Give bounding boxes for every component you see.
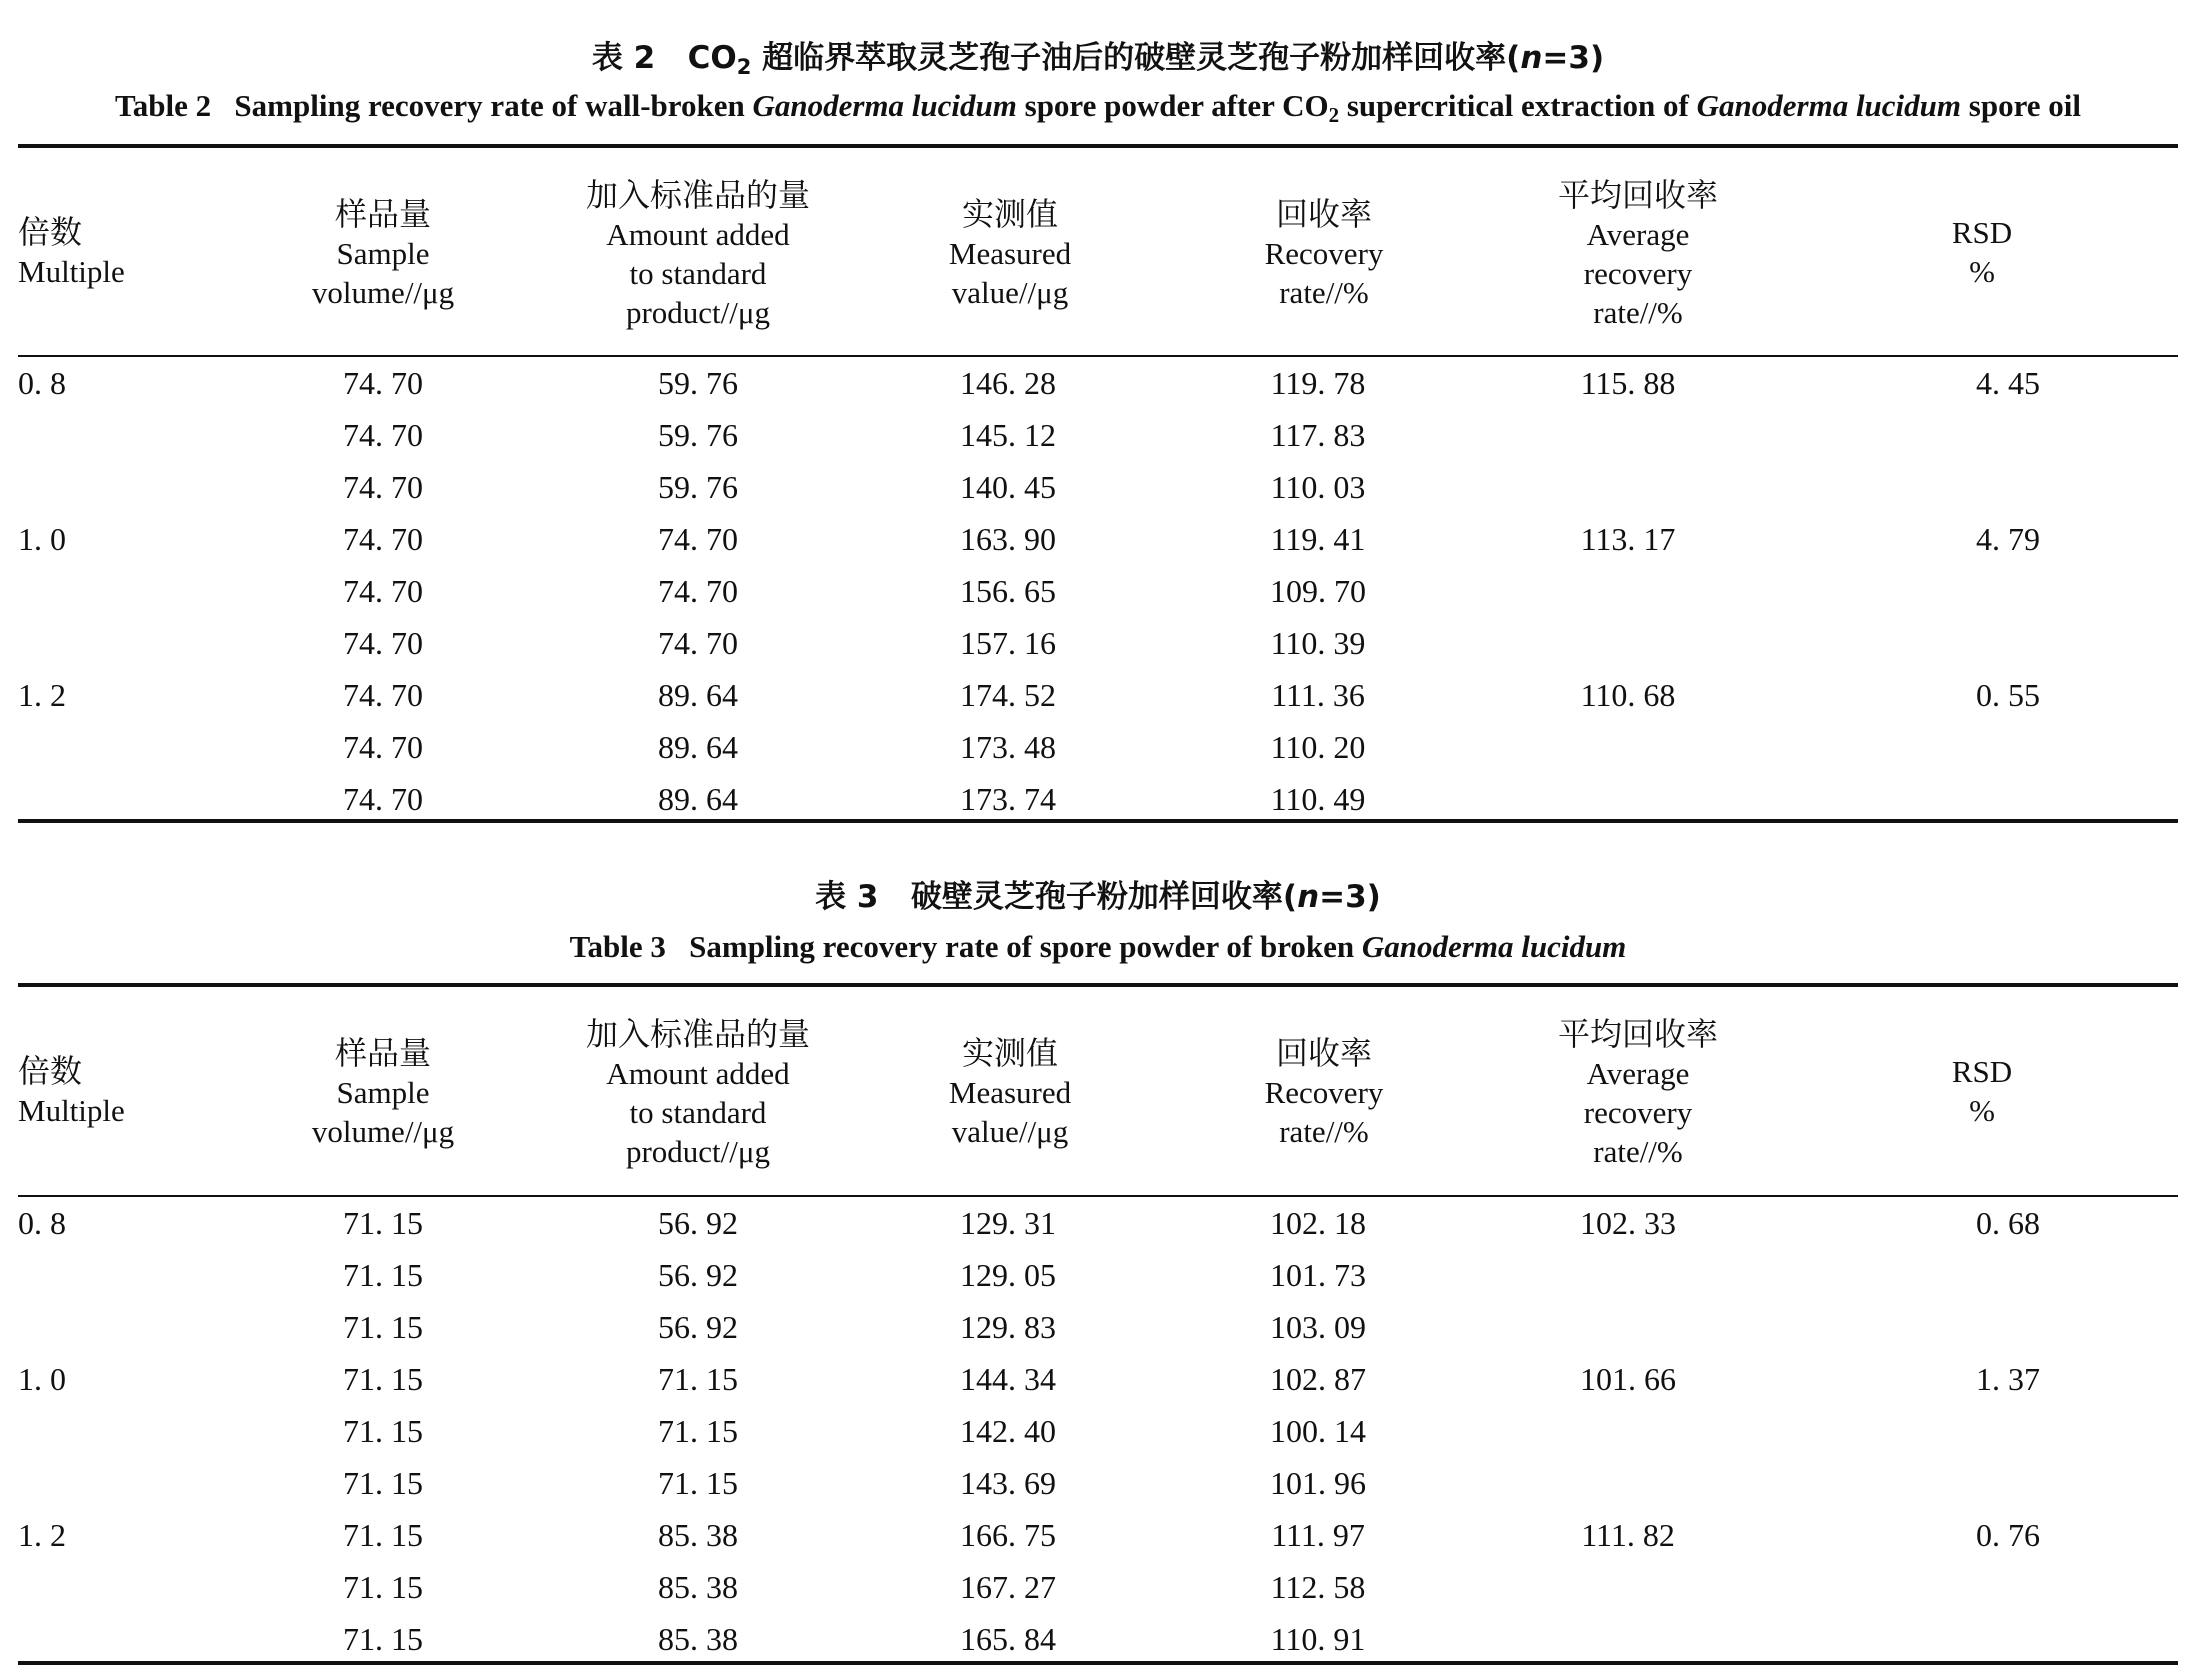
cell-average-recovery [1418, 1613, 1838, 1665]
top-rule [18, 144, 2178, 148]
table-row [18, 1561, 2178, 1613]
cell-measured-value: 156. 65 [960, 572, 1056, 609]
cell-multiple [18, 721, 168, 773]
table-row [18, 1249, 2178, 1301]
cell-sample-volume: 71. 15 [343, 1412, 423, 1449]
cell-sample-volume: 74. 70 [343, 728, 423, 765]
header-multiple: 倍数 Multiple [18, 213, 125, 289]
cell-recovery-rate: 119. 41 [1270, 520, 1366, 557]
cell-multiple: 1. 0 [18, 1360, 66, 1397]
cell-average-recovery [1418, 721, 1838, 773]
cell-average-recovery [1418, 617, 1838, 669]
cell-amount-added: 89. 64 [658, 676, 738, 713]
cell-amount-added: 89. 64 [658, 780, 738, 817]
cell-measured-value: 129. 83 [960, 1308, 1056, 1345]
cell-measured-value: 144. 34 [960, 1360, 1056, 1397]
cell-amount-added: 56. 92 [658, 1256, 738, 1293]
cell-average-recovery [1418, 1457, 1838, 1509]
cell-average-recovery [1418, 1301, 1838, 1353]
cell-average-recovery: 102. 33 [1580, 1204, 1676, 1241]
cell-rsd: 0. 76 [1976, 1516, 2040, 1553]
cell-recovery-rate: 109. 70 [1270, 572, 1366, 609]
cell-measured-value: 165. 84 [960, 1620, 1056, 1657]
cell-average-recovery: 113. 17 [1580, 520, 1676, 557]
cell-measured-value: 143. 69 [960, 1464, 1056, 1501]
cell-recovery-rate: 102. 18 [1270, 1204, 1366, 1241]
cell-multiple [18, 1405, 168, 1457]
cell-measured-value: 173. 74 [960, 780, 1056, 817]
header-multiple: 倍数 Multiple [18, 1052, 125, 1128]
cell-amount-added: 59. 76 [658, 364, 738, 401]
table-row [18, 721, 2178, 773]
cell-rsd [1838, 1457, 2178, 1509]
cell-recovery-rate: 111. 97 [1271, 1516, 1365, 1553]
cell-amount-added: 71. 15 [658, 1464, 738, 1501]
cell-average-recovery [1418, 1561, 1838, 1613]
table-row [18, 1353, 2178, 1405]
cell-amount-added: 71. 15 [658, 1360, 738, 1397]
header-amount-added: 加入标准品的量 Amount added to standard product//μg [585, 176, 811, 330]
cell-sample-volume: 74. 70 [343, 416, 423, 453]
cell-rsd: 4. 45 [1976, 364, 2040, 401]
cell-recovery-rate: 103. 09 [1270, 1308, 1366, 1345]
cell-multiple [18, 461, 168, 513]
cell-amount-added: 74. 70 [658, 572, 738, 609]
cell-average-recovery: 110. 68 [1580, 676, 1676, 713]
cell-amount-added: 85. 38 [658, 1568, 738, 1605]
cell-measured-value: 145. 12 [960, 416, 1056, 453]
bottom-rule [18, 1661, 2178, 1665]
header-measured-value: 实测值 Measured value//μg [948, 1034, 1072, 1149]
table-row [18, 513, 2178, 565]
cell-sample-volume: 71. 15 [343, 1464, 423, 1501]
cell-rsd [1838, 409, 2178, 461]
cell-sample-volume: 71. 15 [343, 1568, 423, 1605]
cell-rsd [1838, 1561, 2178, 1613]
cell-sample-volume: 74. 70 [343, 624, 423, 661]
cell-measured-value: 129. 31 [960, 1204, 1056, 1241]
cell-average-recovery: 111. 82 [1581, 1516, 1675, 1553]
table-row [18, 409, 2178, 461]
header-average-recovery: 平均回收率 Average recovery rate//% [1557, 1015, 1719, 1169]
cell-multiple [18, 1457, 168, 1509]
cell-recovery-rate: 119. 78 [1270, 364, 1366, 401]
cell-multiple [18, 565, 168, 617]
table-row [18, 357, 2178, 409]
cell-amount-added: 85. 38 [658, 1620, 738, 1657]
table-2-caption-en: Table 2 Sampling recovery rate of wall-broken Ganoderma lucidum spore powder after $CO_2$ supercritical extraction of Ganoderma lucidum spore oil [114, 88, 2082, 127]
table-2-body [18, 357, 2178, 825]
cell-multiple [18, 617, 168, 669]
header-recovery-rate: 回收率 Recovery rate//% [1264, 1034, 1384, 1149]
cell-recovery-rate: 112. 58 [1270, 1568, 1366, 1605]
cell-rsd [1838, 1405, 2178, 1457]
table-3-body [18, 1197, 2178, 1665]
cell-average-recovery [1418, 461, 1838, 513]
cell-rsd [1838, 721, 2178, 773]
cell-measured-value: 166. 75 [960, 1516, 1056, 1553]
cell-amount-added: 56. 92 [658, 1308, 738, 1345]
cell-sample-volume: 71. 15 [343, 1204, 423, 1241]
table-row [18, 461, 2178, 513]
cell-sample-volume: 74. 70 [343, 780, 423, 817]
cell-sample-volume: 71. 15 [343, 1308, 423, 1345]
cell-measured-value: 163. 90 [960, 520, 1056, 557]
cell-amount-added: 74. 70 [658, 624, 738, 661]
cell-measured-value: 146. 28 [960, 364, 1056, 401]
cell-sample-volume: 71. 15 [343, 1360, 423, 1397]
cell-multiple [18, 409, 168, 461]
cell-rsd [1838, 773, 2178, 825]
cell-multiple: 1. 0 [18, 520, 66, 557]
cell-amount-added: 59. 76 [658, 416, 738, 453]
cell-recovery-rate: 111. 36 [1271, 676, 1365, 713]
top-rule [18, 983, 2178, 987]
cell-sample-volume: 74. 70 [343, 520, 423, 557]
table-3-caption-cn: 表 3 破壁灵芝孢子粉加样回收率(n=3) [815, 879, 1381, 915]
cell-rsd [1838, 617, 2178, 669]
cell-measured-value: 173. 48 [960, 728, 1056, 765]
cell-multiple [18, 1561, 168, 1613]
cell-sample-volume: 74. 70 [343, 676, 423, 713]
cell-recovery-rate: 110. 03 [1270, 468, 1366, 505]
cell-multiple: 1. 2 [18, 676, 66, 713]
cell-rsd [1838, 565, 2178, 617]
cell-multiple [18, 1301, 168, 1353]
table-3-caption-en: Table 3 Sampling recovery rate of spore powder of broken Ganoderma lucidum [569, 929, 1627, 964]
header-sample-volume: 样品量 Sample volume//μg [311, 1034, 455, 1149]
cell-average-recovery [1418, 1405, 1838, 1457]
cell-measured-value: 167. 27 [960, 1568, 1056, 1605]
table-row [18, 565, 2178, 617]
cell-measured-value: 129. 05 [960, 1256, 1056, 1293]
cell-amount-added: 85. 38 [658, 1516, 738, 1553]
cell-rsd [1838, 1613, 2178, 1665]
cell-average-recovery [1418, 773, 1838, 825]
cell-average-recovery [1418, 565, 1838, 617]
cell-recovery-rate: 101. 73 [1270, 1256, 1366, 1293]
cell-average-recovery: 115. 88 [1580, 364, 1676, 401]
cell-sample-volume: 71. 15 [343, 1620, 423, 1657]
cell-measured-value: 174. 52 [960, 676, 1056, 713]
cell-sample-volume: 74. 70 [343, 572, 423, 609]
cell-amount-added: 71. 15 [658, 1412, 738, 1449]
cell-multiple: 0. 8 [18, 364, 66, 401]
header-measured-value: 实测值 Measured value//μg [948, 195, 1072, 310]
cell-average-recovery [1418, 409, 1838, 461]
cell-multiple [18, 1249, 168, 1301]
cell-measured-value: 142. 40 [960, 1412, 1056, 1449]
cell-amount-added: 74. 70 [658, 520, 738, 557]
table-row [18, 617, 2178, 669]
cell-multiple: 0. 8 [18, 1204, 66, 1241]
cell-multiple: 1. 2 [18, 1516, 66, 1553]
cell-rsd: 4. 79 [1976, 520, 2040, 557]
cell-sample-volume: 71. 15 [343, 1516, 423, 1553]
bottom-rule [18, 819, 2178, 823]
cell-measured-value: 157. 16 [960, 624, 1056, 661]
cell-amount-added: 89. 64 [658, 728, 738, 765]
cell-sample-volume: 71. 15 [343, 1256, 423, 1293]
header-average-recovery: 平均回收率 Average recovery rate//% [1557, 176, 1719, 330]
table-row [18, 1509, 2178, 1561]
cell-amount-added: 59. 76 [658, 468, 738, 505]
cell-recovery-rate: 110. 49 [1270, 780, 1366, 817]
header-amount-added: 加入标准品的量 Amount added to standard product//μg [585, 1015, 811, 1169]
table-row [18, 773, 2178, 825]
cell-multiple [18, 1613, 168, 1665]
cell-recovery-rate: 110. 39 [1270, 624, 1366, 661]
table-2-caption-cn: 表 2 $CO_2$ 超临界萃取灵芝孢子油后的破壁灵芝孢子粉加样回收率(n=3) [591, 40, 1605, 79]
cell-rsd [1838, 1249, 2178, 1301]
table-row [18, 1405, 2178, 1457]
cell-recovery-rate: 110. 20 [1270, 728, 1366, 765]
table-row [18, 1613, 2178, 1665]
cell-sample-volume: 74. 70 [343, 468, 423, 505]
cell-sample-volume: 74. 70 [343, 364, 423, 401]
cell-rsd: 0. 55 [1976, 676, 2040, 713]
cell-average-recovery: 101. 66 [1580, 1360, 1676, 1397]
table-row [18, 1197, 2178, 1249]
cell-rsd: 0. 68 [1976, 1204, 2040, 1241]
cell-recovery-rate: 117. 83 [1270, 416, 1366, 453]
header-rsd: RSD % [1951, 1054, 2013, 1128]
table-row [18, 1301, 2178, 1353]
cell-average-recovery [1418, 1249, 1838, 1301]
cell-recovery-rate: 110. 91 [1270, 1620, 1366, 1657]
header-rsd: RSD % [1951, 215, 2013, 289]
cell-recovery-rate: 101. 96 [1270, 1464, 1366, 1501]
cell-amount-added: 56. 92 [658, 1204, 738, 1241]
cell-rsd [1838, 461, 2178, 513]
cell-rsd: 1. 37 [1976, 1360, 2040, 1397]
table-row [18, 669, 2178, 721]
table-row [18, 1457, 2178, 1509]
header-sample-volume: 样品量 Sample volume//μg [311, 195, 455, 310]
cell-multiple [18, 773, 168, 825]
cell-measured-value: 140. 45 [960, 468, 1056, 505]
header-recovery-rate: 回收率 Recovery rate//% [1264, 195, 1384, 310]
cell-recovery-rate: 100. 14 [1270, 1412, 1366, 1449]
cell-rsd [1838, 1301, 2178, 1353]
cell-recovery-rate: 102. 87 [1270, 1360, 1366, 1397]
